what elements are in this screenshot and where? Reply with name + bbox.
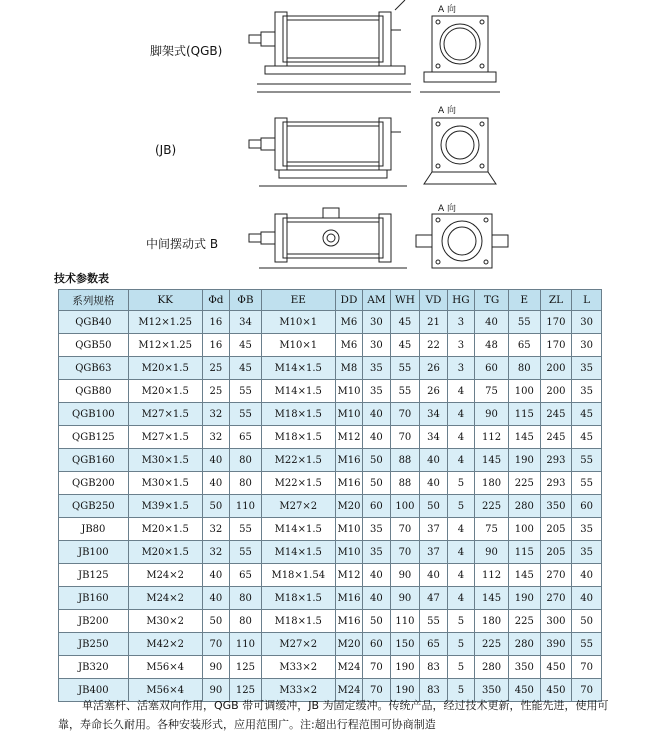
table-cell: M27×1.5 (128, 426, 202, 449)
table-cell: M30×2 (128, 610, 202, 633)
table-cell: M12×1.25 (128, 311, 202, 334)
table-cell: M27×2 (261, 495, 335, 518)
table-cell: 70 (363, 656, 390, 679)
table-cell: M12 (335, 564, 362, 587)
table-cell: 4 (447, 518, 474, 541)
table-cell: 200 (540, 380, 572, 403)
table-cell: 4 (447, 380, 474, 403)
table-row (59, 564, 602, 587)
model-cell: QGB63 (59, 357, 129, 380)
drawing-trunnion (0, 200, 650, 270)
table-row (59, 449, 602, 472)
table-cell: M20×1.5 (128, 541, 202, 564)
table-cell: 55 (390, 380, 420, 403)
table-cell: 55 (572, 472, 602, 495)
table-cell: M33×2 (261, 656, 335, 679)
table-row (59, 472, 602, 495)
table-cell: M10 (335, 403, 362, 426)
table-cell: M14×1.5 (261, 357, 335, 380)
table-cell: 110 (390, 610, 420, 633)
table-cell: M27×1.5 (128, 403, 202, 426)
table-cell: M16 (335, 449, 362, 472)
table-cell: 5 (447, 472, 474, 495)
table-cell: 75 (475, 518, 509, 541)
spec-table (58, 289, 602, 702)
table-cell: 32 (202, 541, 229, 564)
table-cell: 16 (202, 334, 229, 357)
table-cell: 60 (363, 495, 390, 518)
column-header: KK (128, 290, 202, 311)
table-cell: 225 (508, 610, 540, 633)
table-cell: 350 (508, 656, 540, 679)
table-cell: M10×1 (261, 311, 335, 334)
table-cell: 145 (508, 426, 540, 449)
table-cell: 45 (572, 426, 602, 449)
table-cell: 40 (363, 426, 390, 449)
jb-end-view (420, 114, 500, 202)
table-cell: 21 (420, 311, 447, 334)
table-cell: 30 (572, 334, 602, 357)
table-cell: M16 (335, 610, 362, 633)
table-cell: 34 (420, 403, 447, 426)
table-cell: M8 (335, 357, 362, 380)
table-cell: 390 (540, 633, 572, 656)
table-cell: M39×1.5 (128, 495, 202, 518)
table-cell: 4 (447, 449, 474, 472)
table-cell: 55 (230, 403, 262, 426)
foot-mount-label: 脚架式(QGB) (150, 44, 223, 58)
table-cell: 55 (572, 633, 602, 656)
table-row (59, 380, 602, 403)
table-row (59, 518, 602, 541)
table-cell: M20×1.5 (128, 518, 202, 541)
table-cell: 225 (475, 633, 509, 656)
model-cell: JB200 (59, 610, 129, 633)
table-cell: 270 (540, 564, 572, 587)
table-cell: 30 (363, 311, 390, 334)
table-cell: 32 (202, 403, 229, 426)
table-cell: M12 (335, 426, 362, 449)
table-cell: 205 (540, 541, 572, 564)
model-cell: JB100 (59, 541, 129, 564)
table-cell: 80 (230, 449, 262, 472)
table-cell: M18×1.54 (261, 564, 335, 587)
model-cell: JB320 (59, 656, 129, 679)
table-cell: M42×2 (128, 633, 202, 656)
table-cell: 190 (390, 656, 420, 679)
table-cell: 16 (202, 311, 229, 334)
table-cell: M56×4 (128, 679, 202, 702)
table-cell: 70 (390, 403, 420, 426)
table-row (59, 587, 602, 610)
table-cell: 65 (420, 633, 447, 656)
table-cell: M20 (335, 495, 362, 518)
table-row (59, 633, 602, 656)
table-cell: 350 (540, 495, 572, 518)
table-cell: 270 (540, 587, 572, 610)
table-row (59, 610, 602, 633)
column-header: ΦB (230, 290, 262, 311)
column-header: L (572, 290, 602, 311)
table-cell: 45 (390, 311, 420, 334)
table-cell: 55 (390, 357, 420, 380)
column-header: TG (475, 290, 509, 311)
table-cell: 40 (202, 587, 229, 610)
table-cell: 40 (363, 587, 390, 610)
table-cell: M10 (335, 541, 362, 564)
table-cell: M16 (335, 587, 362, 610)
table-cell: 190 (508, 449, 540, 472)
table-cell: 5 (447, 679, 474, 702)
drawing-foot-mount (0, 0, 650, 100)
table-row (59, 426, 602, 449)
table-cell: 65 (508, 334, 540, 357)
table-cell: 90 (475, 403, 509, 426)
table-cell: 26 (420, 357, 447, 380)
table-cell: 45 (230, 357, 262, 380)
trunnion-side-view (235, 204, 435, 274)
column-header: WH (390, 290, 420, 311)
table-cell: M20×1.5 (128, 380, 202, 403)
table-header-row (59, 290, 602, 311)
model-cell: QGB50 (59, 334, 129, 357)
table-cell: 34 (230, 311, 262, 334)
table-cell: 40 (572, 587, 602, 610)
table-row (59, 334, 602, 357)
table-cell: M14×1.5 (261, 380, 335, 403)
table-cell: 3 (447, 334, 474, 357)
table-cell: 32 (202, 426, 229, 449)
table-cell: 70 (202, 633, 229, 656)
table-cell: 5 (447, 610, 474, 633)
table-cell: 60 (572, 495, 602, 518)
table-cell: M27×2 (261, 633, 335, 656)
trunnion-end-view (412, 210, 512, 272)
table-cell: 170 (540, 334, 572, 357)
table-cell: 70 (572, 656, 602, 679)
table-cell: 112 (475, 564, 509, 587)
table-cell: 26 (420, 380, 447, 403)
table-cell: M30×1.5 (128, 449, 202, 472)
table-cell: 50 (572, 610, 602, 633)
table-cell: 280 (508, 633, 540, 656)
table-cell: M6 (335, 334, 362, 357)
column-header: EE (261, 290, 335, 311)
table-cell: 47 (420, 587, 447, 610)
table-cell: M12×1.25 (128, 334, 202, 357)
table-cell: M18×1.5 (261, 610, 335, 633)
table-cell: 115 (508, 403, 540, 426)
table-cell: 55 (508, 311, 540, 334)
model-cell: JB250 (59, 633, 129, 656)
table-cell: M6 (335, 311, 362, 334)
column-header: 系列规格 (59, 290, 129, 311)
table-cell: M24 (335, 656, 362, 679)
column-header: ZL (540, 290, 572, 311)
table-cell: 205 (540, 518, 572, 541)
table-cell: 60 (363, 633, 390, 656)
table-cell: 3 (447, 311, 474, 334)
table-cell: 3 (447, 357, 474, 380)
table-cell: 450 (540, 656, 572, 679)
table-row (59, 541, 602, 564)
table-cell: 37 (420, 518, 447, 541)
table-cell: 32 (202, 518, 229, 541)
table-cell: 90 (475, 541, 509, 564)
table-cell: 280 (475, 656, 509, 679)
table-cell: 40 (202, 564, 229, 587)
model-cell: JB125 (59, 564, 129, 587)
model-cell: JB80 (59, 518, 129, 541)
table-cell: 35 (572, 518, 602, 541)
table-cell: 300 (540, 610, 572, 633)
table-cell: M24×2 (128, 587, 202, 610)
table-cell: 40 (420, 449, 447, 472)
table-cell: 35 (363, 357, 390, 380)
model-cell: QGB125 (59, 426, 129, 449)
table-cell: 88 (390, 449, 420, 472)
table-cell: 83 (420, 656, 447, 679)
table-cell: 45 (230, 334, 262, 357)
table-cell: M22×1.5 (261, 472, 335, 495)
table-cell: 190 (508, 587, 540, 610)
view-a-label-1: A 向 (438, 5, 457, 15)
table-cell: 225 (508, 472, 540, 495)
table-cell: 34 (420, 426, 447, 449)
table-cell: 45 (390, 334, 420, 357)
model-cell: QGB160 (59, 449, 129, 472)
table-cell: 115 (508, 541, 540, 564)
table-cell: 50 (420, 495, 447, 518)
table-cell: 55 (230, 541, 262, 564)
table-cell: 4 (447, 564, 474, 587)
model-cell: QGB250 (59, 495, 129, 518)
model-cell: QGB40 (59, 311, 129, 334)
table-cell: M22×1.5 (261, 449, 335, 472)
foot-mount-side-view (235, 0, 435, 100)
table-cell: 55 (572, 449, 602, 472)
table-cell: 50 (202, 495, 229, 518)
table-cell: M20×1.5 (128, 357, 202, 380)
table-cell: M33×2 (261, 679, 335, 702)
table-cell: 200 (540, 357, 572, 380)
table-cell: 37 (420, 541, 447, 564)
table-cell: M16 (335, 472, 362, 495)
table-cell: 35 (572, 380, 602, 403)
table-cell: 225 (475, 495, 509, 518)
table-row (59, 403, 602, 426)
table-cell: 40 (420, 472, 447, 495)
table-cell: 40 (572, 564, 602, 587)
drawing-jb (0, 100, 650, 200)
table-cell: 40 (202, 472, 229, 495)
jb-label: (JB) (155, 143, 177, 157)
table-row (59, 357, 602, 380)
table-cell: 70 (363, 679, 390, 702)
column-header: E (508, 290, 540, 311)
table-cell: 25 (202, 357, 229, 380)
table-cell: 40 (363, 403, 390, 426)
table-cell: 70 (390, 541, 420, 564)
table-cell: 5 (447, 495, 474, 518)
table-cell: 280 (508, 495, 540, 518)
table-cell: 70 (390, 426, 420, 449)
model-cell: QGB100 (59, 403, 129, 426)
foot-mount-end-view (420, 12, 500, 102)
table-row (59, 311, 602, 334)
table-cell: M24×2 (128, 564, 202, 587)
model-cell: JB160 (59, 587, 129, 610)
table-cell: 150 (390, 633, 420, 656)
model-cell: JB400 (59, 679, 129, 702)
table-cell: 110 (230, 633, 262, 656)
table-cell: 50 (363, 449, 390, 472)
table-cell: 450 (540, 679, 572, 702)
table-cell: 35 (363, 518, 390, 541)
table-cell: 30 (363, 334, 390, 357)
table-cell: 35 (572, 357, 602, 380)
table-cell: M56×4 (128, 656, 202, 679)
table-cell: 90 (202, 656, 229, 679)
table-cell: 50 (202, 610, 229, 633)
table-cell: 90 (390, 564, 420, 587)
column-header: Φd (202, 290, 229, 311)
table-cell: M24 (335, 679, 362, 702)
table-cell: 450 (508, 679, 540, 702)
table-cell: M10×1 (261, 334, 335, 357)
table-cell: M18×1.5 (261, 587, 335, 610)
table-cell: 35 (572, 541, 602, 564)
column-header: VD (420, 290, 447, 311)
table-cell: 50 (363, 472, 390, 495)
table-cell: 180 (475, 472, 509, 495)
view-a-label-3: A 向 (438, 204, 457, 214)
column-header: AM (363, 290, 390, 311)
table-cell: 4 (447, 403, 474, 426)
table-cell: M10 (335, 380, 362, 403)
table-cell: 293 (540, 449, 572, 472)
table-cell: 145 (475, 449, 509, 472)
table-cell: 245 (540, 403, 572, 426)
table-cell: 125 (230, 656, 262, 679)
table-cell: M14×1.5 (261, 541, 335, 564)
table-cell: 125 (230, 679, 262, 702)
table-row (59, 495, 602, 518)
table-cell: 245 (540, 426, 572, 449)
table-cell: M14×1.5 (261, 518, 335, 541)
table-cell: 65 (230, 426, 262, 449)
table-cell: 22 (420, 334, 447, 357)
table-cell: 40 (363, 564, 390, 587)
table-cell: 293 (540, 472, 572, 495)
table-cell: 4 (447, 587, 474, 610)
table-cell: 25 (202, 380, 229, 403)
table-cell: 50 (363, 610, 390, 633)
table-cell: 45 (572, 403, 602, 426)
table-cell: 180 (475, 610, 509, 633)
table-cell: 60 (475, 357, 509, 380)
table-cell: 48 (475, 334, 509, 357)
section-title: 技术参数表 (54, 272, 109, 285)
table-cell: 80 (230, 587, 262, 610)
table-cell: 55 (230, 380, 262, 403)
table-cell: 40 (475, 311, 509, 334)
table-cell: 30 (572, 311, 602, 334)
product-note: 单活塞杆、活塞双向作用，QGB 带可调缓冲，JB 为固定缓冲。传统产品，经过技术更新，性能先进，使用可靠，寿命长久耐用。各种安装形式，应用范围广。注:超出行程范围可协商制造 (58, 699, 609, 731)
jb-side-view (235, 102, 435, 197)
table-cell: 4 (447, 541, 474, 564)
table-cell: 5 (447, 633, 474, 656)
table-cell: 190 (390, 679, 420, 702)
table-cell: 100 (390, 495, 420, 518)
table-row (59, 656, 602, 679)
trunnion-label: 中间摆动式 B (146, 237, 219, 251)
table-cell: 4 (447, 426, 474, 449)
table-cell: 110 (230, 495, 262, 518)
table-cell: 65 (230, 564, 262, 587)
table-cell: 40 (202, 449, 229, 472)
table-cell: M30×1.5 (128, 472, 202, 495)
column-header: DD (335, 290, 362, 311)
table-cell: M18×1.5 (261, 426, 335, 449)
table-cell: M18×1.5 (261, 403, 335, 426)
table-cell: 80 (230, 610, 262, 633)
table-cell: 90 (202, 679, 229, 702)
table-cell: 83 (420, 679, 447, 702)
view-a-label-2: A 向 (438, 106, 457, 116)
table-cell: 88 (390, 472, 420, 495)
table-cell: 55 (420, 610, 447, 633)
table-cell: M20 (335, 633, 362, 656)
table-cell: 90 (390, 587, 420, 610)
table-cell: 145 (475, 587, 509, 610)
model-cell: QGB80 (59, 380, 129, 403)
table-cell: 35 (363, 380, 390, 403)
table-cell: 70 (572, 679, 602, 702)
table-cell: 80 (230, 472, 262, 495)
table-cell: 112 (475, 426, 509, 449)
table-cell: 170 (540, 311, 572, 334)
table-cell: 70 (390, 518, 420, 541)
table-body (59, 311, 602, 702)
table-cell: 80 (508, 357, 540, 380)
column-header: HG (447, 290, 474, 311)
table-cell: 100 (508, 518, 540, 541)
table-cell: 350 (475, 679, 509, 702)
table-cell: 40 (420, 564, 447, 587)
table-cell: 5 (447, 656, 474, 679)
table-cell: M10 (335, 518, 362, 541)
model-cell: QGB200 (59, 472, 129, 495)
table-cell: 75 (475, 380, 509, 403)
table-cell: 55 (230, 518, 262, 541)
table-cell: 145 (508, 564, 540, 587)
table-cell: 35 (363, 541, 390, 564)
table-cell: 100 (508, 380, 540, 403)
